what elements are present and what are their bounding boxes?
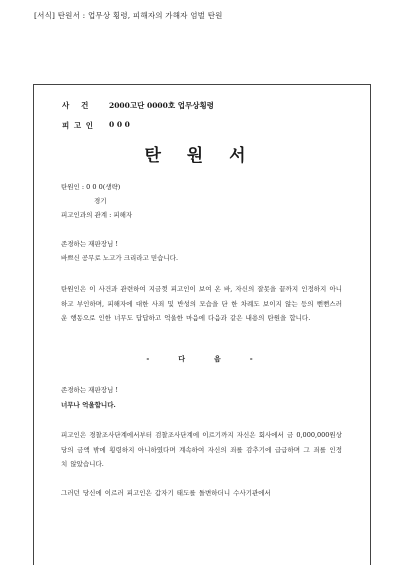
heading-char-1: 다	[178, 354, 186, 363]
document-caption: [서식] 탄원서 : 업무상 횡령, 피해자의 가해자 엄벌 탄원	[34, 11, 223, 20]
intro-paragraph: 탄원인은 이 사건과 관련하여 지금껏 피고인이 보여 온 바, 자신의 잘못을 끝까지 인정하지 아니하고 부인하며, 피해자에 대한 사죄 및 반성의 모습을 단 한 차례도 보이지 않는 등의 뻔뻔스러운 행동으로 인한 너무도 답답하고 억울한 마음에 다음과 같은 내용의 탄원을 합니다.	[61, 285, 342, 322]
defendant-value: 0 0 0	[109, 120, 130, 129]
petitioner-line: 탄원인 : 0 0 0(생략)	[61, 183, 121, 191]
case-row	[62, 100, 214, 111]
section-heading	[0, 354, 400, 364]
petitioner-relation: 피고인과의 관계 : 피해자	[61, 211, 133, 219]
statement-line: 너무나 억울합니다.	[61, 401, 116, 409]
case-value: 2000고단 0000호 업무상횡령	[109, 101, 214, 110]
greeting-3: 존경하는 재판장님 !	[61, 386, 118, 394]
heading-char-2: 음	[214, 354, 222, 363]
greeting-2: 바쁘신 공무로 노고가 크리라고 믿습니다.	[61, 254, 179, 262]
heading-dash-right: -	[249, 354, 254, 363]
case-header	[62, 100, 214, 140]
case-label: 사 건	[62, 101, 90, 110]
body-paragraph-1: 피고인은 경찰조사단계에서부터 검찰조사단계에 이르기까지 자신은 회사에서 금 0,000,000원상당의 금액 밖에 횡령하지 아니하였다며 계속하여 자신의 죄를 감추기에 급급하며 그 죄를 인정치 않았습니다.	[61, 431, 342, 468]
petitioner-address: 경기	[94, 197, 107, 205]
greeting-1: 존경하는 재판장님 !	[61, 240, 118, 248]
heading-dash-left: -	[146, 354, 151, 363]
body-paragraph-2: 그러던 당신에 이르러 피고인은 갑자기 태도를 돌변하더니 수사기관에서	[61, 489, 271, 497]
document-title: 탄 원 서	[144, 146, 256, 166]
defendant-label: 피 고 인	[62, 121, 94, 130]
defendant-row	[62, 120, 214, 131]
